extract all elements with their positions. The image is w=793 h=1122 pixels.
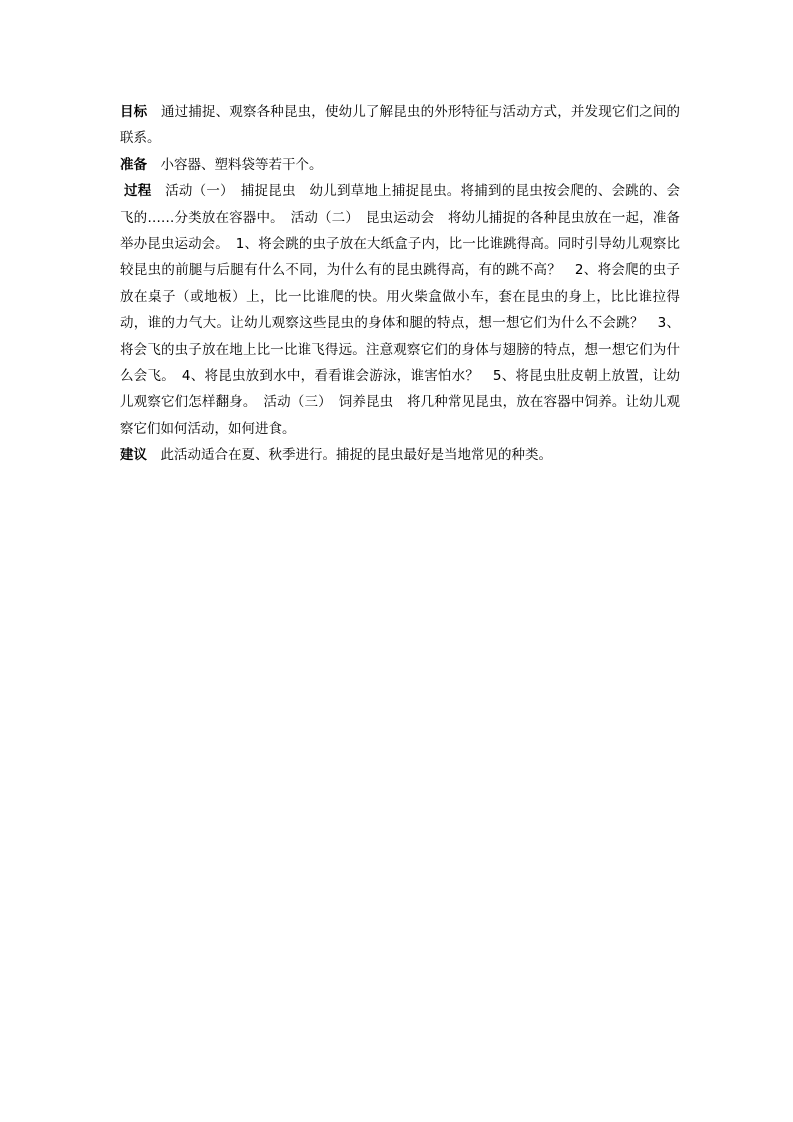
process-text: 活动（一） 捕捉昆虫 幼儿到草地上捕捉昆虫。将捕到的昆虫按会爬的、会跳的、会飞的……分类放在容器中。 活动（二） 昆虫运动会 将幼儿捕捉的各种昆虫放在一起，准备举办昆虫运动会。 1、将会跳的虫子放在大纸盒子内，比一比谁跳得高。同时引导幼儿观察比较昆虫的前腿与后腿有什么不同，为什么有的昆虫跳得高，有的跳不高？ 2、将会爬的虫子放在桌子（或地板）上，比一比谁爬的快。用火柴盒做小车，套在昆虫的身上，比比谁拉得动，谁的力气大。让幼儿观察这些昆虫的身体和腿的特点，想一想它们为什么不会跳？ 3、将会飞的虫子放在地上比一比谁飞得远。注意观察它们的身体与翅膀的特点，想一想它们为什么会飞。 4、将昆虫放到水中，看看谁会游泳，谁害怕水？ 5、将昆虫肚皮朝上放置，让幼儿观察它们怎样翻身。 活动（三） 饲养昆虫 将几种常见昆虫，放在容器中饲养。让幼儿观察它们如何活动，如何进食。 xyxy=(120,183,681,437)
preparation-paragraph xyxy=(120,152,680,178)
goal-text: 通过捕捉、观察各种昆虫，使幼儿了解昆虫的外形特征与活动方式，并发现它们之间的联系。 xyxy=(120,104,681,147)
suggestion-paragraph xyxy=(120,442,680,468)
goal-label: 目标 xyxy=(120,104,148,120)
process-paragraph xyxy=(120,178,680,442)
document-body xyxy=(120,99,680,469)
preparation-text: 小容器、塑料袋等若干个。 xyxy=(147,156,323,173)
suggestion-label: 建议 xyxy=(120,447,147,464)
goal-paragraph xyxy=(120,99,680,152)
preparation-label: 准备 xyxy=(120,156,147,173)
suggestion-text: 此活动适合在夏、秋季进行。捕捉的昆虫最好是当地常见的种类。 xyxy=(147,447,552,464)
process-label: 过程 xyxy=(124,183,152,200)
